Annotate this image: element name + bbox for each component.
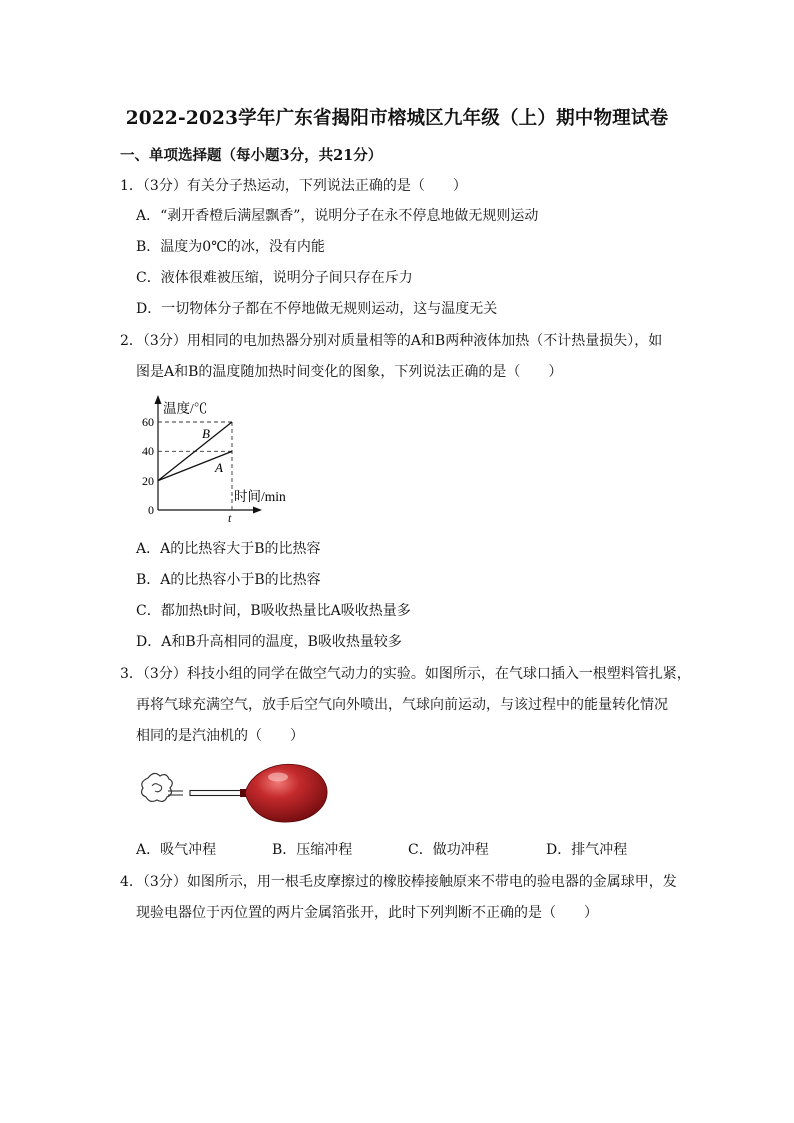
- question-2-option-a: A．A的比热容大于B的比热容: [136, 541, 321, 557]
- y-axis-arrow: [155, 395, 162, 404]
- question-2-option-d: D．A和B升高相同的温度，B吸收热量较多: [136, 634, 402, 650]
- question-1-option-c: C．液体很难被压缩，说明分子间只存在斥力: [136, 270, 413, 286]
- balloon: [245, 764, 327, 822]
- origin-label: 0: [148, 503, 154, 517]
- question-2-stem-line1: 2．（3分）用相同的电加热器分别对质量相等的A和B两种液体加热（不计热量损失），如: [120, 333, 663, 349]
- balloon-figure: [138, 762, 330, 824]
- y-tick-40: 40: [142, 444, 154, 458]
- question-2-option-b: B．A的比热容小于B的比热容: [136, 572, 321, 588]
- question-4-stem-line2: 现验电器位于丙位置的两片金属箔张开，此时下列判断不正确的是（ ）: [136, 905, 598, 921]
- question-4-stem-line1: 4．（3分）如图所示，用一根毛皮摩擦过的橡胶棒接触原来不带电的验电器的金属球甲，发: [120, 874, 677, 890]
- question-3-stem-line1: 3．（3分）科技小组的同学在做空气动力的实验。如图所示，在气球口插入一根塑料管扎紧，: [120, 666, 691, 682]
- question-1-stem: 1．（3分）有关分子热运动，下列说法正确的是（ ）: [120, 178, 467, 194]
- y-tick-60: 60: [142, 415, 154, 429]
- question-3-option-a: A．吸气冲程: [136, 842, 217, 858]
- air-puff-inner-icon: [152, 784, 162, 792]
- question-3-stem-line2: 再将气球充满空气，放手后空气向外喷出，气球向前运动，与该过程中的能量转化情况: [136, 697, 668, 713]
- question-1-option-a: A．“剥开香橙后满屋飘香”，说明分子在永不停息地做无规则运动: [136, 208, 539, 224]
- y-axis-label: 温度/℃: [163, 401, 208, 416]
- air-puff-icon: [142, 773, 173, 801]
- x-tick-t: t: [228, 511, 232, 525]
- question-1-option-d: D．一切物体分子都在不停地做无规则运动，这与温度无关: [136, 301, 498, 317]
- section-heading: 一、单项选择题（每小题3分，共21分）: [120, 147, 383, 164]
- y-tick-20: 20: [142, 474, 154, 488]
- x-axis-arrow: [253, 507, 262, 514]
- question-3-option-c: C．做功冲程: [408, 842, 489, 858]
- question-3-option-b: B．压缩冲程: [272, 842, 353, 858]
- balloon-highlight: [268, 773, 288, 782]
- series-label-a: A: [215, 460, 223, 475]
- x-axis-label: 时间/min: [234, 489, 286, 504]
- question-3-option-d: D．排气冲程: [546, 842, 628, 858]
- question-2-stem-line2: 图是A和B的温度随加热时间变化的图象，下列说法正确的是（ ）: [136, 364, 563, 380]
- plastic-tube: [190, 791, 242, 796]
- question-3-stem-line3: 相同的是汽油机的（ ）: [136, 728, 304, 744]
- temperature-time-chart: [128, 392, 308, 528]
- question-2-option-c: C．都加热t时间，B吸收热量比A吸收热量多: [136, 603, 411, 619]
- series-label-b: B: [202, 426, 210, 441]
- question-1-option-b: B．温度为0℃的冰，没有内能: [136, 239, 325, 255]
- exam-title: 2022-2023学年广东省揭阳市榕城区九年级（上）期中物理试卷: [125, 108, 669, 129]
